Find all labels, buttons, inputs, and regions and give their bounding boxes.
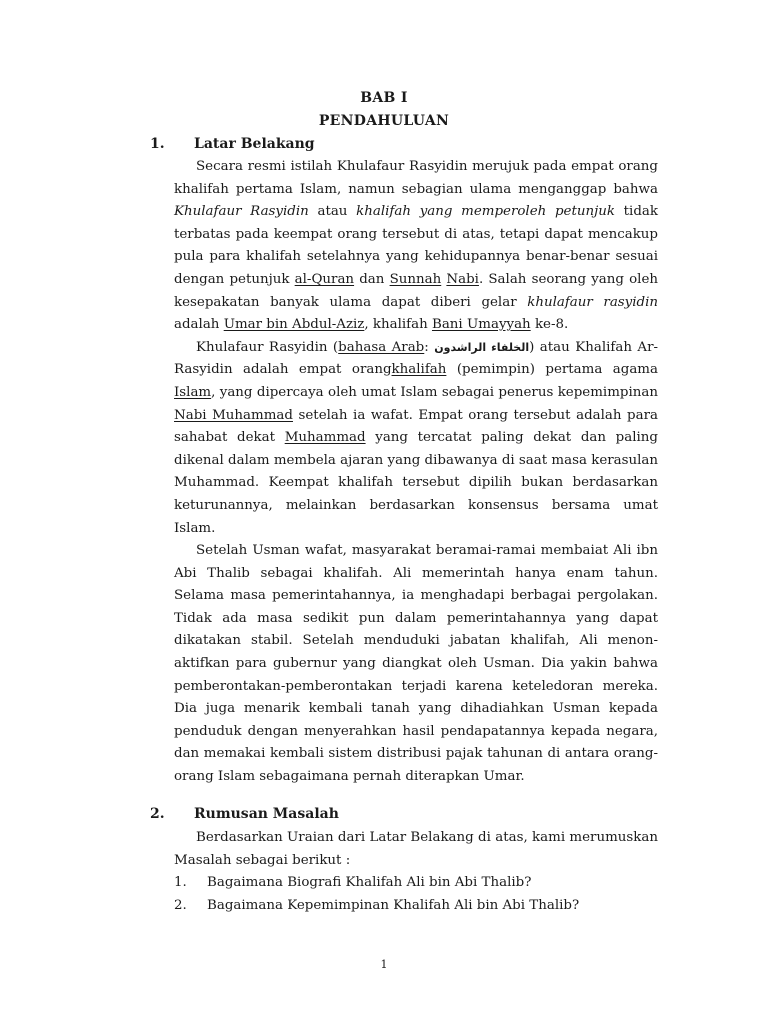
- italic-term: khalifah yang memperoleh petunjuk: [356, 204, 615, 220]
- link-nabi[interactable]: Nabi: [446, 271, 479, 287]
- text-run: . Salah seorang yang oleh kesepakatan banyak ulama dapat diberi gelar: [174, 271, 658, 310]
- text-run: tidak terbatas pada keempat orang tersebut di atas, tetapi dapat mencakup pula para khalifah setelahnya yang kehidupannya benar-benar sesuai dengan petunjuk: [174, 204, 659, 287]
- text-run: setelah ia wafat. Empat orang tersebut adalah para sahabat dekat: [174, 407, 658, 446]
- paragraph-khulafaur-definition: [174, 156, 658, 337]
- text-run: adalah: [174, 317, 224, 333]
- text-run: ke-8.: [530, 317, 569, 333]
- text-run: atau: [308, 204, 357, 220]
- section2-intro: [174, 827, 658, 872]
- section-title: Rumusan Masalah: [194, 806, 339, 822]
- italic-term: khulafaur rasyidin: [527, 294, 658, 310]
- section-heading-latar-belakang: [150, 136, 315, 152]
- paragraph-khulafaur-arabic: [174, 337, 658, 540]
- arabic-term: الخلفاء الراشدون: [434, 340, 530, 354]
- text-run: yang tercatat paling dekat dan paling dikenal dalam membela ajaran yang dibawanya di saat masa kerasulan Muhammad. Keempat khalifah tersebut dipilih bukan berdasarkan keturunannya, melainkan berdasarkan konsensus bersama umat Islam.: [174, 430, 659, 536]
- link-bahasa-arab[interactable]: bahasa Arab: [338, 339, 425, 355]
- page-number: 1: [380, 958, 388, 971]
- text-run: , khalifah: [364, 317, 432, 333]
- list-item: [174, 872, 658, 895]
- italic-term: Khulafaur Rasyidin: [174, 204, 309, 220]
- link-bani-umayyah[interactable]: Bani Umayyah: [431, 317, 531, 333]
- link-khalifah[interactable]: khalifah: [391, 362, 447, 378]
- text-run: Secara resmi istilah Khulafaur Rasyidin merujuk pada empat orang khalifah pertama Islam, namun sebagian ulama menganggap bahwa: [174, 159, 658, 197]
- text-run: , yang dipercaya oleh umat Islam sebagai penerus kepemimpinan: [211, 384, 658, 400]
- link-muhammad[interactable]: Muhammad: [284, 430, 366, 446]
- text-run: Khulafaur Rasyidin (: [196, 339, 339, 355]
- research-questions-list: [174, 872, 658, 917]
- link-sunnah[interactable]: Sunnah: [389, 271, 442, 287]
- chapter-label: BAB I: [360, 90, 408, 106]
- paragraph-ali-reign: Setelah Usman wafat, masyarakat beramai-ramai membaiat Ali ibn Abi Thalib sebagai khalifah. Ali memerintah hanya enam tahun. Selama masa pemerintahannya, ia menghadapi berbagai pergolakan. Tidak ada masa sedikit pun dalam pemerintahannya yang dapat dikatakan stabil. Setelah menduduki jabatan khalifah, Ali menon-aktifkan para gubernur yang diangkat oleh Usman. Dia yakin bahwa pemberontakan-pemberontakan terjadi karena keteledoran mereka. Dia juga menarik kembali tanah yang dihadiahkan Usman kepada penduduk dengan menyerahkan hasil pendapatannya kepada negara, dan memakai kembali sistem distribusi pajak tahunan di antara orang-orang Islam sebagaimana pernah diterapkan Umar.: [174, 543, 658, 785]
- paragraph-rumusan-intro: Berdasarkan Uraian dari Latar Belakang di atas, kami merumuskan Masalah sebagai berikut :: [174, 830, 658, 868]
- list-item-number: 1.: [174, 875, 187, 890]
- text-run: ) atau Khalifah Ar-Rasyidin adalah empat orang: [174, 339, 658, 378]
- link-al-quran[interactable]: al-Quran: [294, 271, 355, 287]
- link-islam[interactable]: Islam: [174, 384, 212, 400]
- text-run: dan: [354, 271, 390, 287]
- section-heading-rumusan-masalah: [150, 806, 339, 822]
- section-title: Latar Belakang: [194, 136, 315, 152]
- section-number: 2.: [150, 806, 165, 822]
- text-run: :: [424, 339, 435, 355]
- chapter-title: PENDAHULUAN: [318, 113, 450, 129]
- list-item-text: Bagaimana Kepemimpinan Khalifah Ali bin Abi Thalib?: [207, 897, 580, 913]
- section-number: 1.: [150, 136, 165, 152]
- link-nabi-muhammad[interactable]: Nabi Muhammad: [174, 407, 293, 423]
- section1-body: [174, 156, 658, 789]
- text-run: (pemimpin) pertama agama: [446, 362, 658, 378]
- list-item-number: 2.: [174, 897, 187, 913]
- list-item-text: Bagaimana Biografi Khalifah Ali bin Abi Thalib?: [207, 875, 532, 890]
- list-item: [174, 895, 658, 918]
- link-umar-bin-abdul-aziz[interactable]: Umar bin Abdul-Aziz: [223, 317, 365, 333]
